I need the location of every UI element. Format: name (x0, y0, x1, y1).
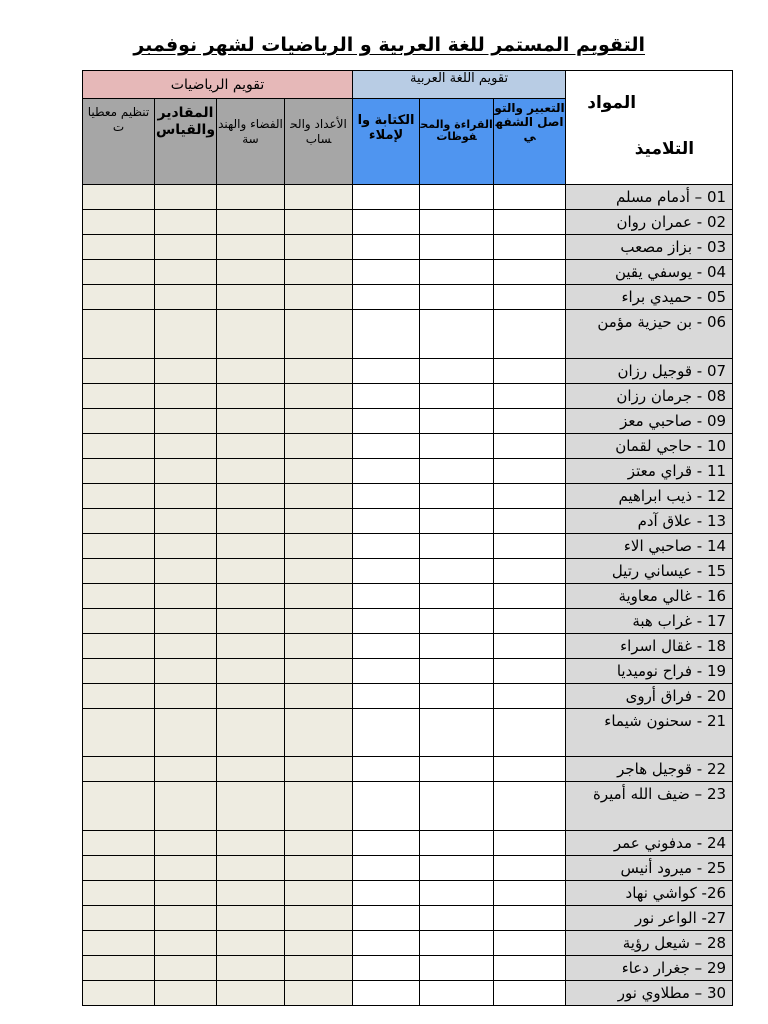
math-grade-cell[interactable] (285, 235, 353, 260)
student-name: 19 - فراح نوميديا (566, 658, 733, 683)
student-name: 07 - قوجيل رزان (566, 358, 733, 383)
arabic-grade-cell[interactable] (494, 533, 566, 558)
arabic-grade-cell[interactable] (420, 658, 494, 683)
math-grade-cell[interactable] (217, 210, 285, 235)
table-row (83, 458, 733, 483)
math-grade-cell[interactable] (155, 458, 217, 483)
math-grade-cell[interactable] (217, 855, 285, 880)
student-name: 20 - فراق أروى (566, 683, 733, 708)
arabic-grade-cell[interactable] (420, 260, 494, 285)
arabic-grade-cell[interactable] (353, 708, 420, 757)
math-grade-cell[interactable] (83, 905, 155, 930)
math-grade-cell[interactable] (217, 955, 285, 980)
math-grade-cell[interactable] (155, 533, 217, 558)
math-grade-cell[interactable] (217, 383, 285, 408)
math-grade-cell[interactable] (83, 955, 155, 980)
arabic-grade-cell[interactable] (353, 433, 420, 458)
arabic-grade-cell[interactable] (353, 483, 420, 508)
arabic-grade-cell[interactable] (420, 533, 494, 558)
table-row (83, 235, 733, 260)
math-grade-cell[interactable] (155, 508, 217, 533)
arabic-grade-cell[interactable] (353, 905, 420, 930)
arabic-grade-cell[interactable] (420, 185, 494, 210)
math-grade-cell[interactable] (285, 458, 353, 483)
table-row (83, 408, 733, 433)
table-row (83, 533, 733, 558)
arabic-grade-cell[interactable] (353, 855, 420, 880)
page-title: التقويم المستمر للغة العربية و الرياضيات لشهر نوفمبر (133, 34, 645, 56)
arabic-grade-cell[interactable] (494, 708, 566, 757)
math-grade-cell[interactable] (285, 708, 353, 757)
student-name: 05 - حميدي براء (566, 285, 733, 310)
table-row (83, 955, 733, 980)
table-row (83, 658, 733, 683)
math-col-numbers: الأعداد والحساب (285, 99, 353, 185)
student-name: 26- كواشي نهاد (566, 880, 733, 905)
math-grade-cell[interactable] (217, 583, 285, 608)
arabic-grade-cell[interactable] (353, 633, 420, 658)
math-grade-cell[interactable] (83, 383, 155, 408)
arabic-grade-cell[interactable] (353, 383, 420, 408)
math-grade-cell[interactable] (83, 930, 155, 955)
arabic-grade-cell[interactable] (494, 880, 566, 905)
math-grade-cell[interactable] (285, 583, 353, 608)
math-grade-cell[interactable] (217, 235, 285, 260)
student-name: 02 - عمران روان (566, 210, 733, 235)
math-grade-cell[interactable] (83, 608, 155, 633)
math-grade-cell[interactable] (217, 830, 285, 855)
arabic-grade-cell[interactable] (420, 633, 494, 658)
math-grade-cell[interactable] (155, 260, 217, 285)
arabic-col-reading: القراءة والمحفوظات (420, 99, 494, 185)
math-grade-cell[interactable] (83, 433, 155, 458)
math-grade-cell[interactable] (285, 608, 353, 633)
math-grade-cell[interactable] (83, 285, 155, 310)
arabic-grade-cell[interactable] (353, 235, 420, 260)
math-grade-cell[interactable] (285, 830, 353, 855)
math-grade-cell[interactable] (217, 683, 285, 708)
arabic-grade-cell[interactable] (494, 955, 566, 980)
math-grade-cell[interactable] (155, 310, 217, 359)
arabic-grade-cell[interactable] (353, 533, 420, 558)
math-grade-cell[interactable] (285, 683, 353, 708)
arabic-grade-cell[interactable] (420, 782, 494, 831)
arabic-grade-cell[interactable] (494, 583, 566, 608)
table-row (83, 633, 733, 658)
table-row (83, 185, 733, 210)
math-grade-cell[interactable] (217, 658, 285, 683)
arabic-grade-cell[interactable] (353, 260, 420, 285)
arabic-grade-cell[interactable] (494, 310, 566, 359)
arabic-grade-cell[interactable] (353, 683, 420, 708)
math-grade-cell[interactable] (285, 905, 353, 930)
math-grade-cell[interactable] (83, 185, 155, 210)
math-grade-cell[interactable] (83, 855, 155, 880)
arabic-grade-cell[interactable] (353, 408, 420, 433)
arabic-grade-cell[interactable] (494, 260, 566, 285)
table-row (83, 905, 733, 930)
math-grade-cell[interactable] (83, 408, 155, 433)
math-grade-cell[interactable] (285, 260, 353, 285)
math-grade-cell[interactable] (83, 683, 155, 708)
math-grade-cell[interactable] (83, 757, 155, 782)
arabic-grade-cell[interactable] (353, 830, 420, 855)
student-name: 22 - قوجيل هاجر (566, 757, 733, 782)
student-name: 09 - صاحبي معز (566, 408, 733, 433)
table-row (83, 358, 733, 383)
arabic-grade-cell[interactable] (353, 558, 420, 583)
corner-header (566, 71, 733, 185)
arabic-grade-cell[interactable] (353, 185, 420, 210)
students-label: التلاميذ (634, 139, 695, 159)
math-grade-cell[interactable] (285, 285, 353, 310)
math-grade-cell[interactable] (217, 880, 285, 905)
arabic-grade-cell[interactable] (494, 980, 566, 1005)
math-grade-cell[interactable] (155, 558, 217, 583)
math-grade-cell[interactable] (83, 980, 155, 1005)
math-grade-cell[interactable] (155, 433, 217, 458)
math-grade-cell[interactable] (155, 608, 217, 633)
student-name: 03 - بزاز مصعب (566, 235, 733, 260)
math-grade-cell[interactable] (285, 310, 353, 359)
math-grade-cell[interactable] (217, 433, 285, 458)
arabic-grade-cell[interactable] (420, 358, 494, 383)
student-name: 16 - غالي معاوية (566, 583, 733, 608)
arabic-grade-cell[interactable] (353, 757, 420, 782)
math-grade-cell[interactable] (217, 508, 285, 533)
math-grade-cell[interactable] (83, 708, 155, 757)
student-name: 12 - ذيب ابراهيم (566, 483, 733, 508)
evaluation-table (82, 70, 733, 1006)
arabic-grade-cell[interactable] (353, 880, 420, 905)
math-grade-cell[interactable] (285, 980, 353, 1005)
arabic-grade-cell[interactable] (494, 458, 566, 483)
math-grade-cell[interactable] (285, 633, 353, 658)
math-grade-cell[interactable] (217, 358, 285, 383)
student-name: 11 - قراي معتز (566, 458, 733, 483)
math-grade-cell[interactable] (155, 185, 217, 210)
math-grade-cell[interactable] (83, 558, 155, 583)
arabic-grade-cell[interactable] (420, 855, 494, 880)
table-row (83, 980, 733, 1005)
math-grade-cell[interactable] (155, 358, 217, 383)
math-grade-cell[interactable] (217, 260, 285, 285)
math-grade-cell[interactable] (285, 757, 353, 782)
math-grade-cell[interactable] (217, 905, 285, 930)
arabic-grade-cell[interactable] (353, 310, 420, 359)
table-row (83, 608, 733, 633)
arabic-grade-cell[interactable] (494, 483, 566, 508)
arabic-grade-cell[interactable] (494, 358, 566, 383)
student-name: 25 - ميرود أنيس (566, 855, 733, 880)
math-grade-cell[interactable] (285, 185, 353, 210)
arabic-grade-cell[interactable] (353, 583, 420, 608)
math-grade-cell[interactable] (285, 930, 353, 955)
math-grade-cell[interactable] (285, 658, 353, 683)
math-grade-cell[interactable] (155, 980, 217, 1005)
math-grade-cell[interactable] (155, 683, 217, 708)
math-grade-cell[interactable] (83, 658, 155, 683)
math-grade-cell[interactable] (217, 782, 285, 831)
arabic-grade-cell[interactable] (420, 310, 494, 359)
arabic-grade-cell[interactable] (494, 658, 566, 683)
table-row (83, 830, 733, 855)
table-row (83, 855, 733, 880)
math-grade-cell[interactable] (155, 658, 217, 683)
arabic-grade-cell[interactable] (494, 433, 566, 458)
math-grade-cell[interactable] (155, 855, 217, 880)
arabic-grade-cell[interactable] (353, 210, 420, 235)
student-name: 24 - مدفوني عمر (566, 830, 733, 855)
table-row (83, 260, 733, 285)
math-grade-cell[interactable] (155, 285, 217, 310)
math-grade-cell[interactable] (83, 782, 155, 831)
math-grade-cell[interactable] (83, 483, 155, 508)
math-grade-cell[interactable] (83, 508, 155, 533)
arabic-grade-cell[interactable] (494, 757, 566, 782)
math-grade-cell[interactable] (217, 458, 285, 483)
student-name: 23 – ضيف الله أميرة (566, 782, 733, 831)
math-grade-cell[interactable] (217, 533, 285, 558)
student-name: 04 - يوسفي يقين (566, 260, 733, 285)
math-grade-cell[interactable] (217, 757, 285, 782)
math-grade-cell[interactable] (155, 235, 217, 260)
arabic-grade-cell[interactable] (494, 508, 566, 533)
arabic-grade-cell[interactable] (494, 210, 566, 235)
arabic-grade-cell[interactable] (420, 458, 494, 483)
math-grade-cell[interactable] (155, 633, 217, 658)
arabic-grade-cell[interactable] (494, 830, 566, 855)
math-grade-cell[interactable] (83, 880, 155, 905)
table-row (83, 210, 733, 235)
student-name: 15 - عيساني رتيل (566, 558, 733, 583)
student-name: 18 - غقال اسراء (566, 633, 733, 658)
table-row (83, 558, 733, 583)
math-grade-cell[interactable] (83, 235, 155, 260)
student-name: 21 - سحنون شيماء (566, 708, 733, 757)
math-grade-cell[interactable] (83, 210, 155, 235)
math-grade-cell[interactable] (155, 408, 217, 433)
arabic-grade-cell[interactable] (353, 782, 420, 831)
student-name: 28 – شيعل رؤية (566, 930, 733, 955)
math-grade-cell[interactable] (155, 880, 217, 905)
arabic-grade-cell[interactable] (420, 830, 494, 855)
math-grade-cell[interactable] (155, 782, 217, 831)
table-row (83, 310, 733, 359)
student-name: 17 - غراب هبة (566, 608, 733, 633)
math-grade-cell[interactable] (83, 458, 155, 483)
arabic-grade-cell[interactable] (353, 608, 420, 633)
math-grade-cell[interactable] (217, 930, 285, 955)
arabic-grade-cell[interactable] (420, 683, 494, 708)
math-grade-cell[interactable] (285, 433, 353, 458)
math-grade-cell[interactable] (285, 508, 353, 533)
math-grade-cell[interactable] (155, 905, 217, 930)
arabic-grade-cell[interactable] (420, 558, 494, 583)
math-grade-cell[interactable] (155, 955, 217, 980)
table-row (83, 708, 733, 757)
arabic-group-header: تقويم اللغة العربية (353, 71, 566, 99)
math-grade-cell[interactable] (217, 708, 285, 757)
arabic-grade-cell[interactable] (353, 955, 420, 980)
table-row (83, 880, 733, 905)
math-grade-cell[interactable] (83, 310, 155, 359)
table-row (83, 433, 733, 458)
math-grade-cell[interactable] (285, 483, 353, 508)
arabic-grade-cell[interactable] (494, 905, 566, 930)
arabic-col-oral: التعبير والتواصل الشفهي (494, 99, 566, 185)
arabic-grade-cell[interactable] (420, 285, 494, 310)
arabic-grade-cell[interactable] (494, 683, 566, 708)
math-grade-cell[interactable] (285, 558, 353, 583)
arabic-grade-cell[interactable] (353, 658, 420, 683)
arabic-grade-cell[interactable] (420, 483, 494, 508)
table-row (83, 583, 733, 608)
arabic-col-writing: الكتابة والإملاء (353, 99, 420, 185)
math-grade-cell[interactable] (155, 210, 217, 235)
math-grade-cell[interactable] (217, 483, 285, 508)
math-grade-cell[interactable] (217, 408, 285, 433)
student-name: 29 – جغرار دعاء (566, 955, 733, 980)
math-grade-cell[interactable] (285, 955, 353, 980)
student-name: 13 - علاق آدم (566, 508, 733, 533)
arabic-grade-cell[interactable] (420, 583, 494, 608)
table-row (83, 930, 733, 955)
math-grade-cell[interactable] (155, 930, 217, 955)
arabic-grade-cell[interactable] (420, 433, 494, 458)
math-grade-cell[interactable] (83, 830, 155, 855)
student-name: 14 - صاحبي الاء (566, 533, 733, 558)
arabic-grade-cell[interactable] (420, 955, 494, 980)
table-row (83, 383, 733, 408)
math-grade-cell[interactable] (217, 310, 285, 359)
math-grade-cell[interactable] (83, 633, 155, 658)
arabic-grade-cell[interactable] (420, 980, 494, 1005)
math-grade-cell[interactable] (155, 483, 217, 508)
math-grade-cell[interactable] (83, 533, 155, 558)
student-name: 01 – أدمام مسلم (566, 185, 733, 210)
arabic-grade-cell[interactable] (420, 880, 494, 905)
arabic-grade-cell[interactable] (420, 508, 494, 533)
arabic-grade-cell[interactable] (353, 980, 420, 1005)
math-grade-cell[interactable] (217, 285, 285, 310)
math-grade-cell[interactable] (155, 383, 217, 408)
subjects-label: المواد (587, 93, 637, 113)
math-grade-cell[interactable] (155, 830, 217, 855)
math-grade-cell[interactable] (83, 358, 155, 383)
arabic-grade-cell[interactable] (420, 235, 494, 260)
math-col-measures: المقادير والقياس (155, 99, 217, 185)
arabic-grade-cell[interactable] (494, 633, 566, 658)
arabic-grade-cell[interactable] (494, 558, 566, 583)
math-grade-cell[interactable] (285, 383, 353, 408)
math-grade-cell[interactable] (83, 260, 155, 285)
arabic-grade-cell[interactable] (353, 285, 420, 310)
arabic-grade-cell[interactable] (353, 930, 420, 955)
math-grade-cell[interactable] (285, 358, 353, 383)
arabic-grade-cell[interactable] (494, 855, 566, 880)
table-row (83, 285, 733, 310)
student-name: 27- الواعر نور (566, 905, 733, 930)
math-group-header: تقويم الرياضيات (83, 71, 353, 99)
table-row (83, 782, 733, 831)
math-grade-cell[interactable] (285, 533, 353, 558)
math-grade-cell[interactable] (217, 608, 285, 633)
arabic-grade-cell[interactable] (494, 383, 566, 408)
math-grade-cell[interactable] (217, 633, 285, 658)
arabic-grade-cell[interactable] (420, 708, 494, 757)
arabic-grade-cell[interactable] (494, 185, 566, 210)
arabic-grade-cell[interactable] (420, 905, 494, 930)
math-grade-cell[interactable] (217, 980, 285, 1005)
arabic-grade-cell[interactable] (420, 408, 494, 433)
math-grade-cell[interactable] (285, 782, 353, 831)
arabic-grade-cell[interactable] (420, 383, 494, 408)
arabic-grade-cell[interactable] (420, 757, 494, 782)
table-row (83, 757, 733, 782)
student-name: 30 – مطلاوي نور (566, 980, 733, 1005)
math-grade-cell[interactable] (285, 210, 353, 235)
arabic-grade-cell[interactable] (353, 458, 420, 483)
arabic-grade-cell[interactable] (494, 235, 566, 260)
student-name: 08 - جرمان رزان (566, 383, 733, 408)
math-grade-cell[interactable] (217, 185, 285, 210)
arabic-grade-cell[interactable] (494, 285, 566, 310)
arabic-grade-cell[interactable] (420, 210, 494, 235)
arabic-grade-cell[interactable] (494, 782, 566, 831)
table-row (83, 483, 733, 508)
arabic-grade-cell[interactable] (353, 358, 420, 383)
table-row (83, 508, 733, 533)
math-grade-cell[interactable] (155, 583, 217, 608)
math-grade-cell[interactable] (285, 408, 353, 433)
arabic-grade-cell[interactable] (420, 930, 494, 955)
student-name: 06 - بن حيزية مؤمن (566, 310, 733, 359)
arabic-grade-cell[interactable] (353, 508, 420, 533)
arabic-grade-cell[interactable] (494, 930, 566, 955)
math-grade-cell[interactable] (217, 558, 285, 583)
arabic-grade-cell[interactable] (420, 608, 494, 633)
math-col-geometry: الفضاء والهندسة (217, 99, 285, 185)
math-grade-cell[interactable] (285, 855, 353, 880)
student-name: 10 - حاجي لقمان (566, 433, 733, 458)
math-col-data-organization: تنظيم معطيات (83, 99, 155, 185)
arabic-grade-cell[interactable] (494, 608, 566, 633)
table-row (83, 683, 733, 708)
math-grade-cell[interactable] (155, 708, 217, 757)
math-grade-cell[interactable] (155, 757, 217, 782)
arabic-grade-cell[interactable] (494, 408, 566, 433)
math-grade-cell[interactable] (285, 880, 353, 905)
math-grade-cell[interactable] (83, 583, 155, 608)
